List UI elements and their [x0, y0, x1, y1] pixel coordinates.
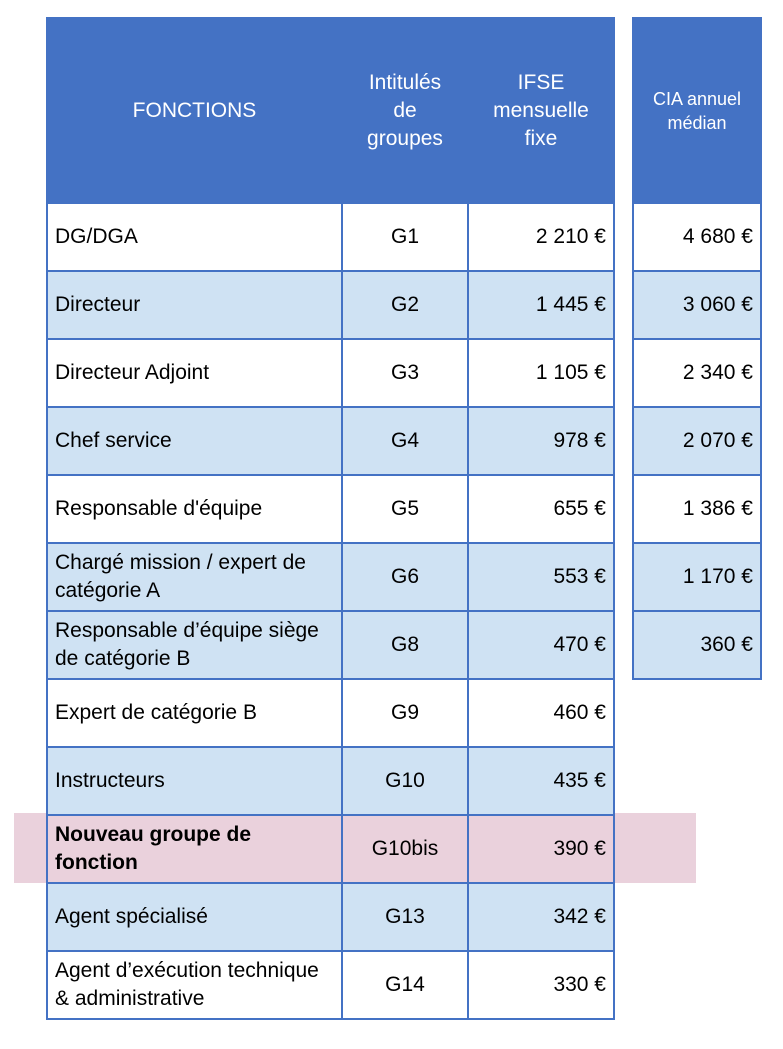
ifse-cell: 390 €	[468, 815, 614, 883]
table-row	[47, 611, 614, 679]
header-groupes	[342, 18, 468, 203]
groupe-cell: G5	[342, 475, 468, 543]
cia-header-row	[633, 18, 761, 203]
groupe-cell: G6	[342, 543, 468, 611]
fonction-cell: Responsable d’équipe siège de catégorie B	[47, 611, 342, 679]
table-row	[47, 339, 614, 407]
fonction-cell: Chef service	[47, 407, 342, 475]
fonction-cell: Directeur	[47, 271, 342, 339]
table-row	[47, 951, 614, 1019]
fonction-cell: Instructeurs	[47, 747, 342, 815]
ifse-cell: 655 €	[468, 475, 614, 543]
groupe-cell: G13	[342, 883, 468, 951]
cia-row	[633, 475, 761, 543]
header-ifse	[468, 18, 614, 203]
table-row	[47, 679, 614, 747]
header-cia	[633, 18, 761, 203]
fonction-cell: DG/DGA	[47, 203, 342, 271]
ifse-cell: 342 €	[468, 883, 614, 951]
groupe-cell: G9	[342, 679, 468, 747]
ifse-cell: 978 €	[468, 407, 614, 475]
fonction-cell: Directeur Adjoint	[47, 339, 342, 407]
ifse-cell: 2 210 €	[468, 203, 614, 271]
ifse-cell: 1 445 €	[468, 271, 614, 339]
fonction-cell: Agent d’exécution technique & administrative	[47, 951, 342, 1019]
table-row	[47, 475, 614, 543]
header-row	[47, 18, 614, 203]
groupe-cell: G2	[342, 271, 468, 339]
ifse-cell: 460 €	[468, 679, 614, 747]
cia-row	[633, 271, 761, 339]
ifse-cell: 435 €	[468, 747, 614, 815]
table-row-highlighted	[47, 815, 614, 883]
header-ifse-text: IFSE mensuelle fixe	[493, 70, 589, 150]
fonction-cell: Responsable d'équipe	[47, 475, 342, 543]
cia-row	[633, 203, 761, 271]
table-row	[47, 883, 614, 951]
cia-cell: 360 €	[633, 611, 761, 679]
header-groupes-text: Intitulés de groupes	[367, 70, 443, 150]
fonction-cell: Agent spécialisé	[47, 883, 342, 951]
groupe-cell: G8	[342, 611, 468, 679]
header-fonctions: FONCTIONS	[47, 18, 342, 203]
header-cia-text: CIA annuel médian	[652, 88, 742, 133]
cia-table	[632, 17, 762, 680]
table-row	[47, 543, 614, 611]
table-row	[47, 203, 614, 271]
cia-cell: 4 680 €	[633, 203, 761, 271]
groupe-cell: G10bis	[342, 815, 468, 883]
ifse-table	[46, 17, 615, 1020]
cia-row	[633, 611, 761, 679]
cia-row	[633, 543, 761, 611]
cia-cell: 1 170 €	[633, 543, 761, 611]
groupe-cell: G1	[342, 203, 468, 271]
cia-cell: 2 070 €	[633, 407, 761, 475]
fonction-cell: Chargé mission / expert de catégorie A	[47, 543, 342, 611]
cia-cell: 3 060 €	[633, 271, 761, 339]
cia-cell: 2 340 €	[633, 339, 761, 407]
fonction-cell: Nouveau groupe de fonction	[47, 815, 342, 883]
table-row	[47, 271, 614, 339]
groupe-cell: G10	[342, 747, 468, 815]
cia-cell: 1 386 €	[633, 475, 761, 543]
ifse-cell: 330 €	[468, 951, 614, 1019]
cia-row	[633, 339, 761, 407]
table-row	[47, 747, 614, 815]
ifse-cell: 553 €	[468, 543, 614, 611]
groupe-cell: G3	[342, 339, 468, 407]
table-row	[47, 407, 614, 475]
fonction-cell: Expert de catégorie B	[47, 679, 342, 747]
groupe-cell: G4	[342, 407, 468, 475]
groupe-cell: G14	[342, 951, 468, 1019]
ifse-cell: 470 €	[468, 611, 614, 679]
ifse-cell: 1 105 €	[468, 339, 614, 407]
cia-row	[633, 407, 761, 475]
